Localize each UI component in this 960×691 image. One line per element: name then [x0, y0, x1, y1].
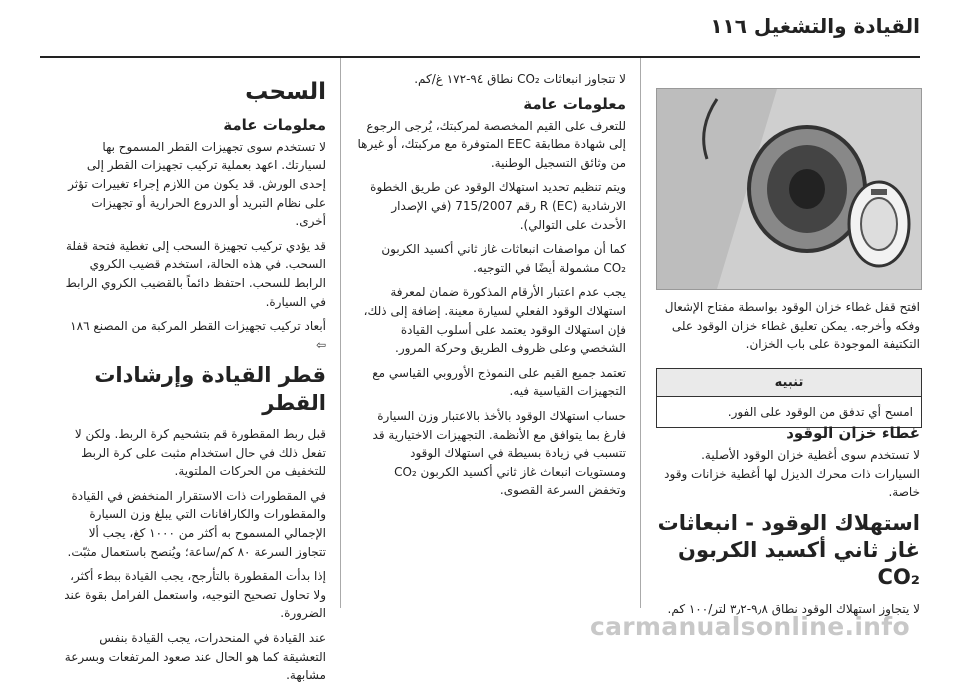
column-divider — [640, 58, 641, 608]
fuel-cap-body: لا تستخدم سوى أغطية خزان الوقود الأصلية. السيارات ذات محرك الديزل لها أغطية خزانات وقود خاصة. — [664, 448, 920, 500]
consumption-title: استهلاك الوقود - انبعاثات غاز ثاني أكسيد الكربون CO₂ — [657, 510, 920, 590]
left-column — [60, 70, 326, 691]
paragraph: لا تستخدم سوى تجهيزات القطر المسموح بها لسيارتك. اعهد بعملية تركيب تجهيزات القطر إلى إحدى الورش. قد يكون من اللازم إجراء تغييرات تؤثر على نظام التبريد أو الدروع الحرارية أو تجهيزات أخرى. — [68, 139, 326, 229]
column-divider — [340, 58, 341, 608]
fuel-cap-title: غطاء خزان الوقود — [786, 424, 920, 442]
photo-caption — [656, 298, 920, 360]
paragraph: قبل ربط المقطورة قم بتشحيم كرة الربط. ولكن لا تفعل ذلك في حال استخدام مثبت على كرة الربط للتخفيف من الحركات الملتوية. — [74, 427, 326, 479]
paragraph: في المقطورات ذات الاستقرار المنخفض في القيادة والمقطورات والكارافانات التي يبلغ وزن السيارة الإجمالي المسموح به أكثر من ١٠٠٠ كغ، يجب ألا تتجاوز السرعة ٨٠ كم/ساعة؛ ويُنصح باستعمال مثبّت. — [67, 488, 326, 559]
paragraph: إذا بدأت المقطورة بالتأرجح، يجب القيادة ببطء أكثر، ولا تحاول تصحيح التوجيه، واستعمل الفرامل بقوة عند الضرورة. — [64, 569, 326, 621]
arrow-icon: ⇦ — [315, 337, 326, 352]
paragraph: تعتمد جميع القيم على النموذج الأوروبي القياسي مع التجهيزات القياسية فيه. — [372, 365, 626, 399]
paragraph: حساب استهلاك الوقود بالأخذ بالاعتبار وزن السيارة فارغ بما يتوافق مع الأنظمة. التجهيزات الاختيارية قد تتسبب في زيادة بسيطة في استهلاك الوقود ومستويات انبعاث غاز ثاني أكسيد الكربون CO₂ وتخفض السرعة القصوى. — [372, 408, 626, 498]
page-reference-text: أبعاد تركيب تجهيزات القطر المركبة من المصنع ١٨٦ — [70, 319, 326, 334]
paragraph: عند القيادة في المنحدرات، يجب القيادة بنفس التعشيقة كما هو الحال عند صعود المرتفعات وبسرعة مشابهة. — [64, 630, 326, 683]
caption-text: افتح قفل غطاء خزان الوقود بواسطة مفتاح الإشعال وفكه وأخرجه. يمكن تعليق غطاء خزان الوقود على التكتيفة الموجودة على باب الخزان. — [664, 300, 920, 352]
middle-column — [356, 70, 626, 506]
paragraph: يجب عدم اعتبار الأرقام المذكورة ضمان لمعرفة استهلاك الوقود الفعلي لسيارة معينة. إضافة إلى ذلك، فإن استهلاك الوقود يعتمد على أسلوب القيادة الشخصي وعلى ظروف الطريق وحركة المرور. — [363, 285, 626, 356]
page-header — [0, 0, 960, 58]
paragraph: للتعرف على القيم المخصصة لمركبتك، يُرجى الرجوع إلى شهادة مطابقة EEC المتوفرة مع مركبتك، أو غيرها من وثائق التسجيل الوطنية. — [357, 118, 626, 170]
driving-title: قطر القيادة وإرشادات القطر — [94, 363, 326, 415]
paragraph: قد يؤدي تركيب تجهيزة السحب إلى تغطية فتحة قفلة السحب. في هذه الحالة، استخدم قضيب الكروي الرابط للسحب. احتفظ دائماً بالقضيب الكروي الرابط في السيارة. — [65, 238, 326, 309]
notice-title: تنبيه — [657, 369, 921, 397]
towing-title: السحب — [245, 79, 326, 105]
paragraph: ويتم تنظيم تحديد استهلاك الوقود عن طريق الخطوة الارشادية (EC) R رقم 715/2007 (في الإصدار الأحدث على التوالي). — [370, 180, 626, 232]
header-rule — [40, 56, 920, 58]
fuel-cap-illustration — [657, 89, 921, 289]
page-reference[interactable] — [60, 317, 326, 354]
general-info-title: معلومات عامة — [223, 115, 326, 134]
header-title: القيادة والتشغيل ١١٦ — [710, 14, 920, 38]
consumption-body: لا يتجاوز استهلاك الوقود نطاق ٩٫٨-٣٫٢ لتر/١٠٠ كم. — [667, 601, 920, 616]
right-lower-section — [656, 418, 920, 624]
watermark: carmanualsonline.info — [590, 612, 910, 641]
fuel-cap-photo — [656, 88, 922, 290]
notice-body: امسح أي تدفق من الوقود على الفور. — [727, 405, 913, 419]
general-info-title: معلومات عامة — [523, 94, 626, 113]
paragraph: كما أن مواصفات انبعاثات غاز ثاني أكسيد الكربون CO₂ مشمولة أيضًا في التوجيه. — [381, 242, 626, 275]
co2-intro: لا تتجاوز انبعاثات CO₂ نطاق ٩٤-١٧٢ غ/كم. — [414, 72, 626, 86]
